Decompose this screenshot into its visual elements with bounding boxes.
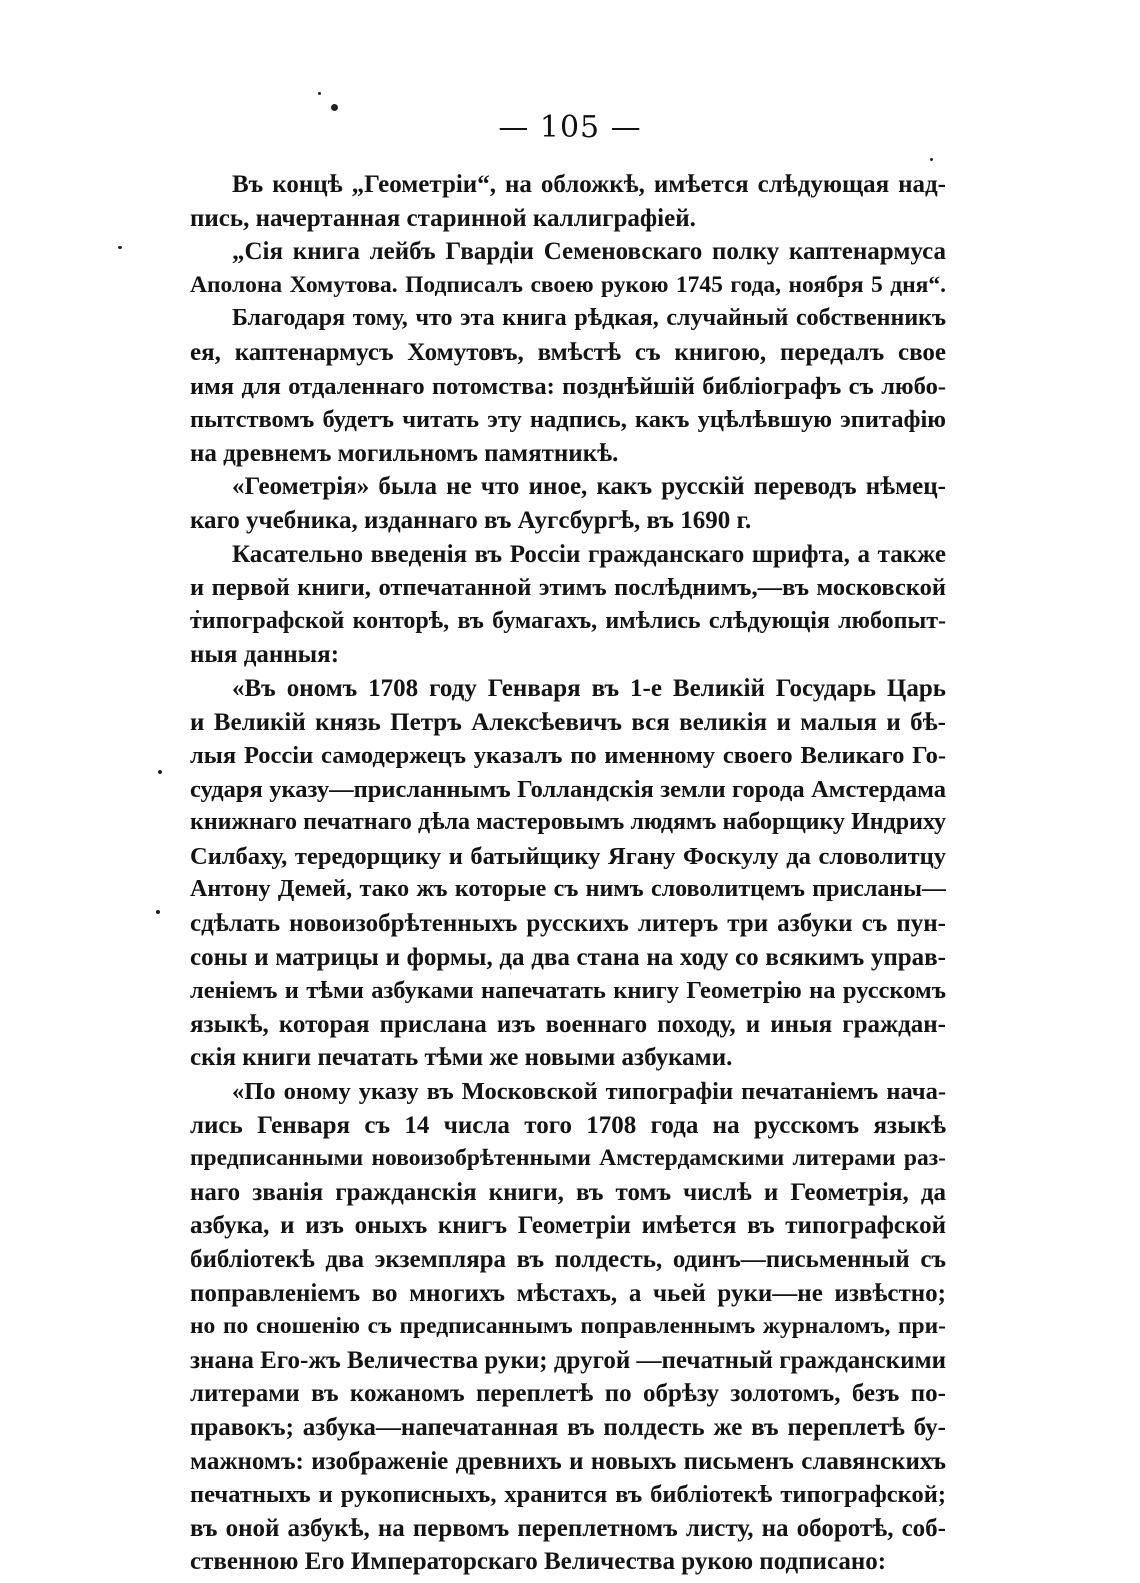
ink-speck <box>156 910 160 914</box>
text-line: «Въ ономъ 1708 году Генваря въ 1-е Великій Государь Царь <box>232 674 946 702</box>
text-line: Въ концѣ „Геометріи“, на обложкѣ, имѣется слѣдующая над- <box>232 171 946 198</box>
ink-speck <box>930 158 933 161</box>
text-line: сударя указу—присланнымъ Голландскія земли города Амстердама <box>190 775 946 803</box>
text-line: леніемъ и тѣми азбуками напечатать книгу Геометрію на русскомъ <box>190 977 946 1005</box>
text-line: ея, каптенармусъ Хомутовъ, вмѣстѣ съ книгою, передалъ свое <box>190 338 946 366</box>
text-line: языкѣ, которая прислана изъ военнаго походу, и иныя граждан- <box>190 1010 946 1038</box>
text-line: соны и матрицы и формы, да два стана на ходу со всякимъ управ- <box>190 943 946 971</box>
text-line: пись, начертанная старинной каллиграфіей. <box>190 204 696 232</box>
text-line: мажномъ: изображеніе древнихъ и новыхъ письменъ славянскихъ <box>190 1447 946 1475</box>
paragraph <box>190 302 946 470</box>
text-line: поправленіемъ во многихъ мѣстахъ, а чьей руки—не извѣстно; <box>190 1279 946 1307</box>
paragraph <box>190 672 946 1075</box>
text-line: на древнемъ могильномъ памятникѣ. <box>190 439 619 467</box>
text-line: Аполона Хомутова. Подписалъ своею рукою 1745 года, ноября 5 дня“. <box>190 271 946 298</box>
paragraph <box>190 470 946 537</box>
text-line: Силбаху, тередорщику и батыйщику Ягану Фоскулу да словолитцу <box>190 842 946 870</box>
text-line: библіотекѣ два экземпляра въ полдесть, одинъ—письменный съ <box>190 1246 946 1273</box>
paragraph <box>190 1075 946 1579</box>
ink-speck <box>158 770 162 774</box>
text-line: Антону Демей, тако жъ которые съ нимъ словолитцемъ присланы— <box>190 876 946 903</box>
ink-speck <box>118 246 122 249</box>
text-line: «По оному указу въ Московской типографіи печатаніемъ нача- <box>232 1078 946 1106</box>
text-line: печатныхъ и рукописныхъ, хранится въ библіотекѣ типографской; <box>190 1481 946 1509</box>
text-line: и Великій князь Петръ Алексѣевичъ вся великія и малыя и бѣ- <box>190 708 946 736</box>
text-line: азбука, и изъ оныхъ книгъ Геометріи имѣется въ типографской <box>190 1212 946 1240</box>
text-line: наго званія гражданскія книги, въ томъ числѣ и Геометрія, да <box>190 1178 946 1206</box>
text-line: книжнаго печатнаго дѣла мастеровымъ людямъ наборщику Индриху <box>190 809 946 836</box>
text-line: ныя данныя: <box>190 641 340 669</box>
text-line: предписанными новоизобрѣтенными Амстердамскими литерами раз- <box>190 1145 946 1172</box>
paragraph <box>190 235 946 302</box>
text-line: сдѣлать новоизобрѣтенныхъ русскихъ литеръ три азбуки съ пун- <box>190 910 946 938</box>
text-line: „Сія книга лейбъ Гвардіи Семеновскаго полку каптенармуса <box>232 238 946 266</box>
text-line: каго учебника, изданнаго въ Аугсбургѣ, въ 1690 г. <box>190 506 752 534</box>
body-text <box>190 168 946 1579</box>
text-line: Касательно введенія въ Россіи гражданскаго шрифта, а также <box>232 540 946 568</box>
paragraph <box>190 538 946 672</box>
text-line: ственною Его Императорскаго Величества рукою подписано: <box>190 1548 887 1576</box>
text-line: литерами въ кожаномъ переплетѣ по обрѣзу золотомъ, безъ по- <box>190 1380 946 1408</box>
text-line: знана Его-жъ Величества руки; другой —печатный гражданскими <box>190 1346 946 1374</box>
page-number: — 105 — <box>498 110 642 145</box>
text-line: «Геометрія» была не что иное, какъ русскій переводъ нѣмец- <box>232 473 946 501</box>
text-line: но по сношенію съ предписаннымъ поправленнымъ журналомъ, при- <box>190 1313 946 1340</box>
text-line: пытствомъ будетъ читать эту надпись, какъ уцѣлѣвшую эпитафію <box>190 406 946 434</box>
text-line: и первой книги, отпечатанной этимъ послѣднимъ,—въ московской <box>190 574 946 602</box>
text-line: имя для отдаленнаго потомства: позднѣйшій библіографъ съ любо- <box>190 372 946 400</box>
ink-speck <box>318 92 321 95</box>
text-line: лись Генваря съ 14 числа того 1708 года на русскомъ языкѣ <box>190 1111 946 1139</box>
text-line: Благодаря тому, что эта книга рѣдкая, случайный собственникъ <box>232 305 946 332</box>
text-line: правокъ; азбука—напечатанная въ полдесть же въ переплетѣ бу- <box>190 1413 946 1441</box>
text-line: лыя Россіи самодержецъ указалъ по именному своего Великаго Го- <box>190 742 946 770</box>
text-line: скія книги печатать тѣми же новыми азбуками. <box>190 1044 733 1072</box>
text-line: въ оной азбукѣ, на первомъ переплетномъ листу, на оборотѣ, соб- <box>190 1514 946 1542</box>
paragraph <box>190 168 946 235</box>
text-line: типографской конторѣ, въ бумагахъ, имѣлись слѣдующія любопыт- <box>190 607 946 634</box>
